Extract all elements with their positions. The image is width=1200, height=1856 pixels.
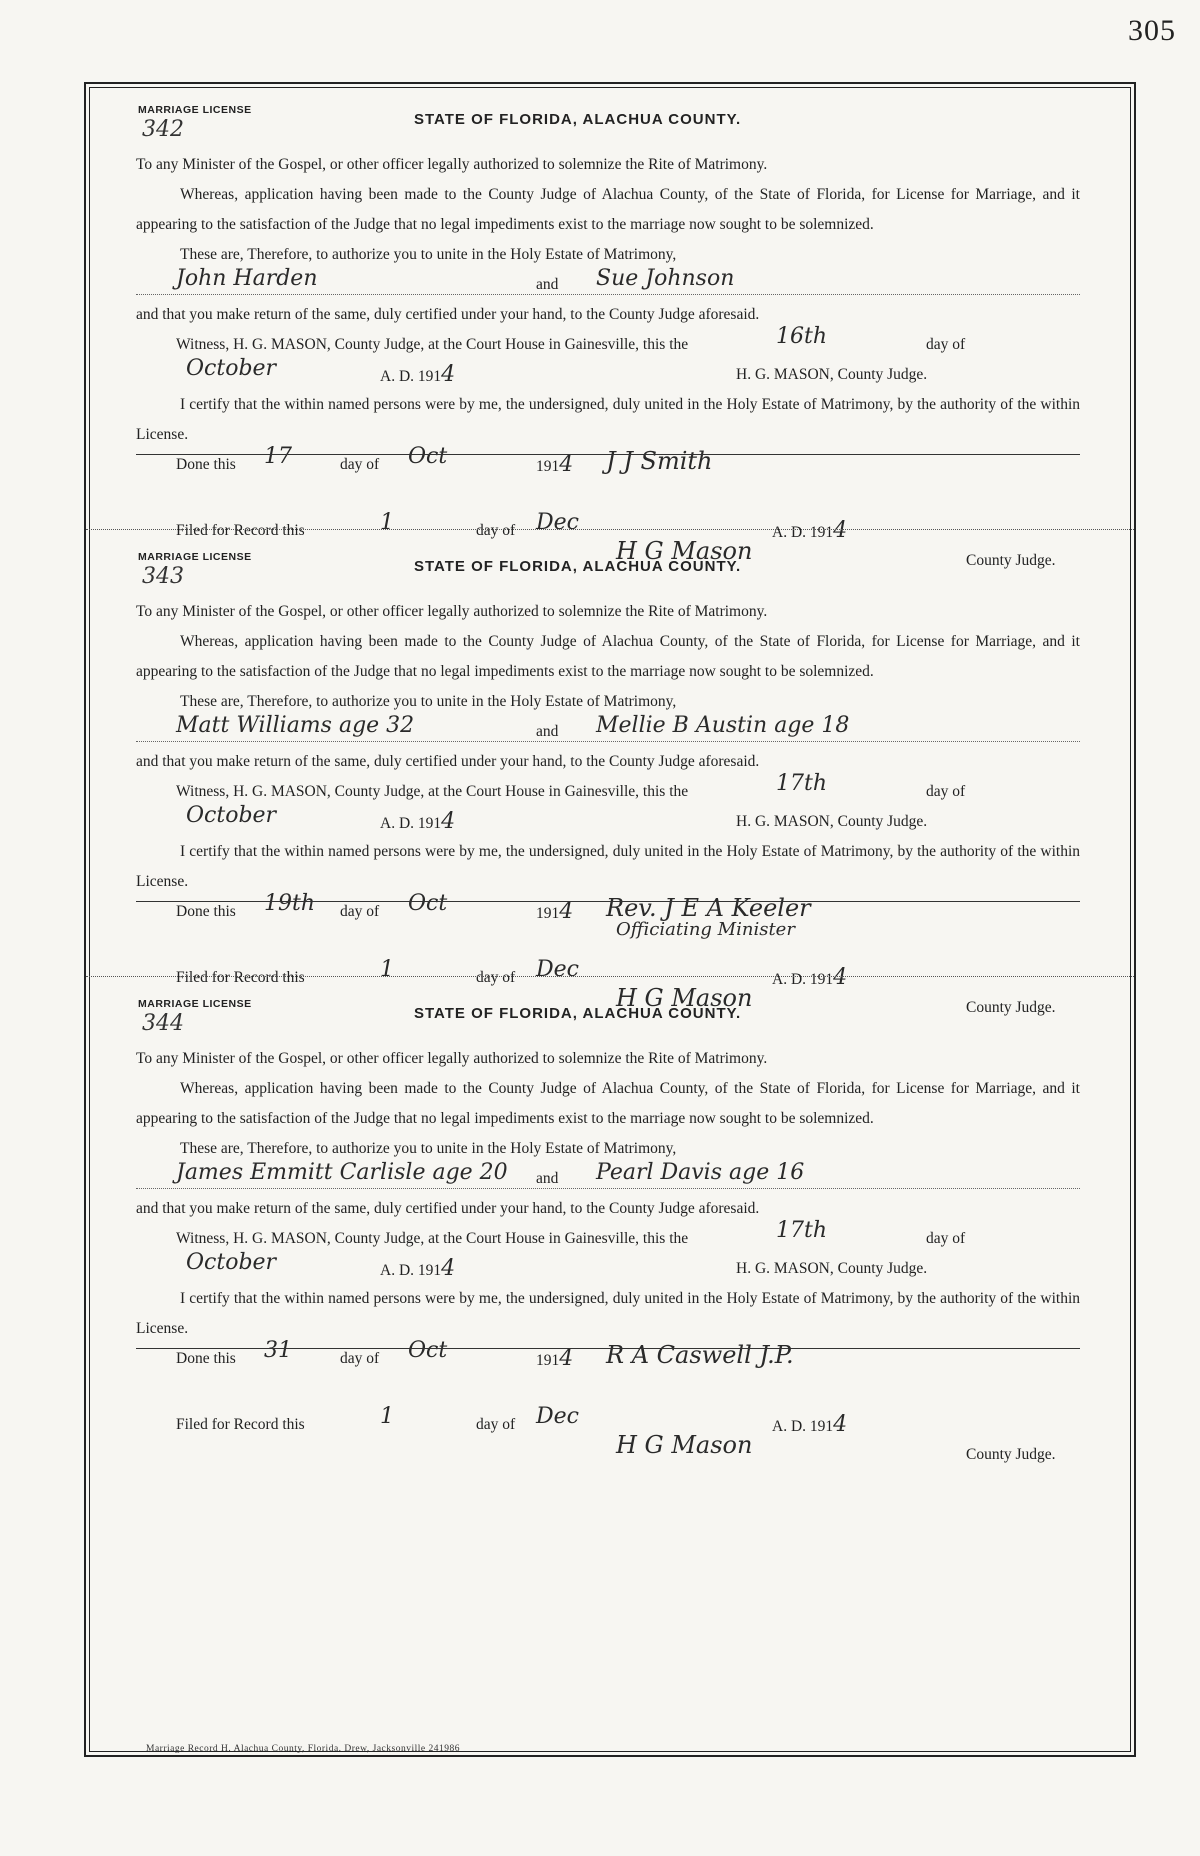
license-ad: A. D. 1914 [380,1256,456,1281]
names-line [136,1160,1080,1194]
groom-name: James Emmitt Carlisle age 20 [176,1160,508,1185]
witness-line [136,771,1080,807]
record-frame [84,82,1136,1757]
groom-name: John Harden [176,266,318,291]
whereas-text: Whereas, application having been made to the County Judge of Alachua County, of the State of Florida, for License for Marriage, and it appearing to the satisfaction of the Judge that no legal impediments exist to the marriage now sought to be solemnized. [136,186,1080,233]
judge-signature: H G Mason [616,984,753,1012]
return-text: and that you make return of the same, duly certified under your hand, to the County Judge aforesaid. [136,1200,760,1217]
officiant-title-line [136,480,1080,510]
judge-printed-name: H. G. MASON, County Judge. [736,1260,928,1277]
license-month: October [186,803,277,828]
done-day: 31 [264,1338,292,1363]
to-any-minister-text: To any Minister of the Gospel, or other officer legally authorized to solemnize the Rite of Matrimony. [136,603,768,620]
filed-line [136,1404,1080,1440]
done-month: Oct [408,891,448,916]
filed-text: Filed for Record this [176,969,305,986]
license-month: October [186,356,277,381]
license-day: 17th [776,771,828,796]
judge-signature-line [136,1431,1080,1470]
filed-day-of: day of [476,1416,516,1433]
names-dotted-rule [136,721,1080,742]
done-year-digit: 4 [559,452,574,477]
license-year-digit: 4 [441,809,456,834]
section-divider [86,529,1134,530]
filed-year-digit: 4 [833,1412,848,1437]
officiant-signature: Rev. J E A Keeler [606,894,811,922]
witness-line [136,1218,1080,1254]
officiant-signature: J J Smith [606,447,713,475]
license-ad: A. D. 1914 [380,362,456,387]
filed-ad: A. D. 1914 [772,518,848,543]
license-title: STATE OF FLORIDA, ALACHUA COUNTY. [414,1005,742,1022]
certification-divider [136,901,1080,902]
license-number: 343 [142,564,184,589]
filed-line [136,957,1080,993]
witness-text: Witness, H. G. MASON, County Judge, at the Court House in Gainesville, this the [176,1230,689,1247]
license-label: MARRIAGE LICENSE [138,998,252,1010]
done-this-text: Done this [176,456,236,473]
and-word: and [536,276,559,293]
return-text: and that you make return of the same, duly certified under your hand, to the County Judge aforesaid. [136,753,760,770]
to-any-minister-text: To any Minister of the Gospel, or other officer legally authorized to solemnize the Rite of Matrimony. [136,1050,768,1067]
certification-divider [136,1348,1080,1349]
filed-line [136,510,1080,546]
license-label: MARRIAGE LICENSE [138,104,252,116]
county-judge-text: County Judge. [966,999,1056,1016]
license-day: 16th [776,324,828,349]
done-day-of: day of [340,456,380,473]
section-divider [86,976,1134,977]
names-dotted-rule [136,274,1080,295]
done-day: 19th [264,891,316,916]
license-title: STATE OF FLORIDA, ALACHUA COUNTY. [414,558,742,575]
whereas-text: Whereas, application having been made to the County Judge of Alachua County, of the State of Florida, for License for Marriage, and it appearing to the satisfaction of the Judge that no legal impediments exist to the marriage now sought to be solemnized. [136,633,1080,680]
filed-ad: A. D. 1914 [772,1412,848,1437]
done-month: Oct [408,444,448,469]
officiant-title-line [136,919,1080,957]
license-date-line [136,356,1080,390]
these-are-text: These are, Therefore, to authorize you to unite in the Holy Estate of Matrimony, [180,246,677,263]
license-number: 342 [142,117,184,142]
license-ad: A. D. 1914 [380,809,456,834]
filed-text: Filed for Record this [176,1416,305,1433]
bride-name: Pearl Davis age 16 [596,1160,805,1185]
judge-printed-name: H. G. MASON, County Judge. [736,366,928,383]
these-are-text: These are, Therefore, to authorize you to unite in the Holy Estate of Matrimony, [180,693,677,710]
names-line [136,713,1080,747]
done-month: Oct [408,1338,448,1363]
officiant-title-line [136,1374,1080,1404]
license-month: October [186,1250,277,1275]
filed-year-digit: 4 [833,965,848,990]
license-entry [136,102,1080,576]
done-year: 1914 [536,1346,574,1371]
certify-text: I certify that the within named persons were by me, the undersigned, duly united in the Holy Estate of Matrimony, by the authority of the within License. [136,843,1080,890]
witness-day-of: day of [926,783,966,800]
witness-text: Witness, H. G. MASON, County Judge, at the Court House in Gainesville, this the [176,336,689,353]
license-header [136,549,1080,597]
done-day-of: day of [340,1350,380,1367]
names-dotted-rule [136,1168,1080,1189]
license-header [136,102,1080,150]
and-word: and [536,723,559,740]
and-word: and [536,1170,559,1187]
officiant-signature: R A Caswell J.P. [606,1341,794,1369]
filed-day: 1 [380,1404,394,1429]
license-number: 344 [142,1011,184,1036]
filed-day: 1 [380,510,394,535]
witness-line [136,324,1080,360]
filed-month: Dec [536,957,579,982]
license-entry [136,996,1080,1470]
to-any-minister-text: To any Minister of the Gospel, or other officer legally authorized to solemnize the Rite of Matrimony. [136,156,768,173]
done-year: 1914 [536,452,574,477]
these-are-text: These are, Therefore, to authorize you to unite in the Holy Estate of Matrimony, [180,1140,677,1157]
license-title: STATE OF FLORIDA, ALACHUA COUNTY. [414,111,742,128]
license-day: 17th [776,1218,828,1243]
license-header [136,996,1080,1044]
judge-signature: H G Mason [616,537,753,565]
filed-day-of: day of [476,969,516,986]
license-label: MARRIAGE LICENSE [138,551,252,563]
footer-imprint: Marriage Record H. Alachua County, Florida. Drew, Jacksonville 241986 [146,1744,460,1754]
witness-day-of: day of [926,1230,966,1247]
done-year-digit: 4 [559,899,574,924]
certification-divider [136,454,1080,455]
filed-ad: A. D. 1914 [772,965,848,990]
filed-day-of: day of [476,522,516,539]
done-this-text: Done this [176,903,236,920]
names-line [136,266,1080,300]
bride-name: Sue Johnson [596,266,735,291]
whereas-text: Whereas, application having been made to the County Judge of Alachua County, of the State of Florida, for License for Marriage, and it appearing to the satisfaction of the Judge that no legal impediments exist to the marriage now sought to be solemnized. [136,1080,1080,1127]
done-year: 1914 [536,899,574,924]
bride-name: Mellie B Austin age 18 [596,713,850,738]
officiant-title: Officiating Minister [616,919,795,940]
witness-day-of: day of [926,336,966,353]
license-year-digit: 4 [441,1256,456,1281]
witness-text: Witness, H. G. MASON, County Judge, at the Court House in Gainesville, this the [176,783,689,800]
page-number: 305 [1128,14,1176,47]
filed-year-digit: 4 [833,518,848,543]
filed-month: Dec [536,510,579,535]
license-entry [136,549,1080,1023]
county-judge-text: County Judge. [966,1446,1056,1463]
county-judge-text: County Judge. [966,552,1056,569]
filed-month: Dec [536,1404,579,1429]
done-year-digit: 4 [559,1346,574,1371]
judge-signature: H G Mason [616,1431,753,1459]
done-day-of: day of [340,903,380,920]
certify-text: I certify that the within named persons were by me, the undersigned, duly united in the Holy Estate of Matrimony, by the authority of the within License. [136,396,1080,443]
certify-text: I certify that the within named persons were by me, the undersigned, duly united in the Holy Estate of Matrimony, by the authority of the within License. [136,1290,1080,1337]
filed-day: 1 [380,957,394,982]
done-day: 17 [264,444,292,469]
return-text: and that you make return of the same, duly certified under your hand, to the County Judge aforesaid. [136,306,760,323]
groom-name: Matt Williams age 32 [176,713,415,738]
license-year-digit: 4 [441,362,456,387]
license-date-line [136,803,1080,837]
done-this-text: Done this [176,1350,236,1367]
filed-text: Filed for Record this [176,522,305,539]
license-date-line [136,1250,1080,1284]
judge-printed-name: H. G. MASON, County Judge. [736,813,928,830]
